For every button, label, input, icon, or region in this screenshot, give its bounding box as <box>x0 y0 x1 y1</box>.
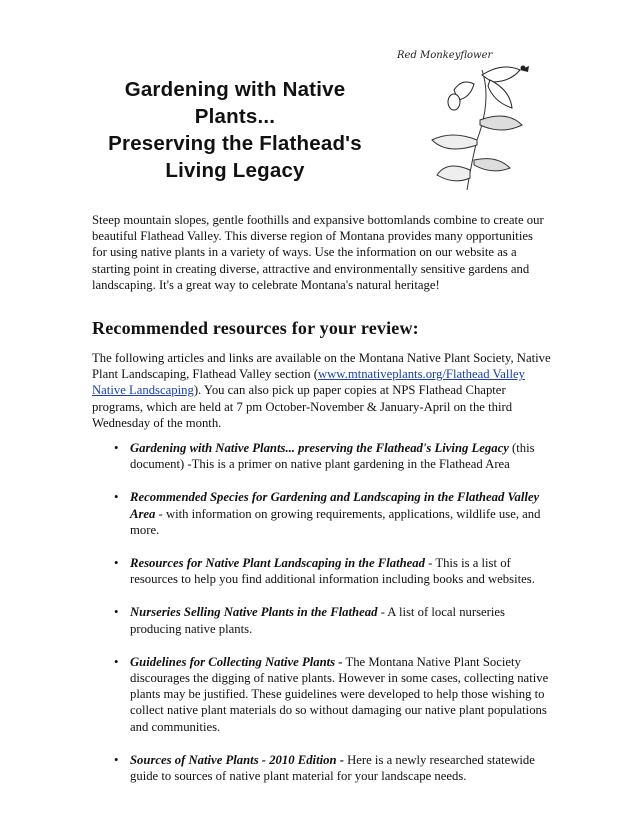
intro-line: landscaping. It's a great way to celebrate Montana's natural heritage! <box>92 277 440 292</box>
resource-item <box>114 440 554 472</box>
illustration-caption: Red Monkeyflower <box>397 50 493 61</box>
resource-title: Nurseries Selling Native Plants in the Flathead <box>130 605 378 620</box>
bullet-icon: • <box>114 605 119 620</box>
title-line: Gardening with Native <box>124 78 346 101</box>
resource-description: - with information on growing requirements, applications, wildlife use, and more. <box>130 506 541 537</box>
resource-title: Guidelines for Collecting Native Plants - <box>130 654 343 669</box>
resource-title: Resources for Native Plant Landscaping in the Flathead <box>130 556 425 571</box>
bullet-icon: • <box>114 490 119 505</box>
intro-line: for using native plants in a variety of ways. Use the information on our website as a <box>92 245 517 260</box>
lead-text: ). You can also pick up paper copies at NPS Flathead Chapter programs, which are held at 7 pm October-November & January-April on the third Wednesday of the month. <box>92 383 513 430</box>
resource-title: Gardening with Native Plants... preserving the Flathead's Living Legacy <box>130 441 509 455</box>
resource-title: Recommended Species for Gardening and Landscaping in the Flathead Valley Area <box>130 490 540 521</box>
intro-line: beautiful Flathead Valley. This diverse region of Montana provides many opportunities <box>92 229 533 244</box>
bullet-icon: • <box>114 654 119 669</box>
title-line: Plants... <box>194 105 276 128</box>
resource-description: The Montana Native Plant Society discourages the digging of native plants. However in some cases, collecting native plants may be justified. These guidelines were developed to help those wishing to collect native plant materials do so without damaging our native plant populations and communities. <box>130 654 549 734</box>
resources-list <box>114 440 554 801</box>
resource-description: - This is a list of resources to help you find additional information including books and websites. <box>130 556 535 587</box>
bullet-icon: • <box>114 752 119 767</box>
title-line: Preserving the Flathead's <box>108 132 362 155</box>
resource-item <box>114 555 554 587</box>
document-title <box>96 76 374 184</box>
resource-title: Sources of Native Plants - 2010 Edition - <box>130 752 344 767</box>
resource-item <box>114 604 554 636</box>
resource-item <box>114 654 554 735</box>
intro-paragraph <box>92 212 552 293</box>
intro-line: starting point in creating diverse, attractive and environmentally sensitive gardens and <box>92 261 530 276</box>
intro-line: Steep mountain slopes, gentle foothills and expansive bottomlands combine to create our <box>92 213 544 227</box>
resource-description: (this document) -This is a primer on native plant gardening in the Flathead Area <box>130 441 535 472</box>
resource-item <box>114 489 554 538</box>
resource-item <box>114 752 554 784</box>
lead-text: The following articles and links are available on the Montana Native Plant Society, Native Plant Landscaping, Flathead Valley section ( <box>92 351 551 382</box>
bullet-icon: • <box>114 556 119 571</box>
resources-lead-paragraph <box>92 350 552 431</box>
title-line: Living Legacy <box>165 159 305 182</box>
website-link[interactable]: www.mtnativeplants.org/Flathead Valley Native Landscaping <box>92 367 525 398</box>
resources-heading: Recommended resources for your review: <box>92 318 419 338</box>
resource-description: - A list of local nurseries producing native plants. <box>130 605 505 636</box>
red-monkeyflower-illustration <box>392 40 542 190</box>
resource-description: Here is a newly researched statewide guide to sources of native plant material for your landscape needs. <box>130 752 535 784</box>
bullet-icon: • <box>114 441 119 455</box>
